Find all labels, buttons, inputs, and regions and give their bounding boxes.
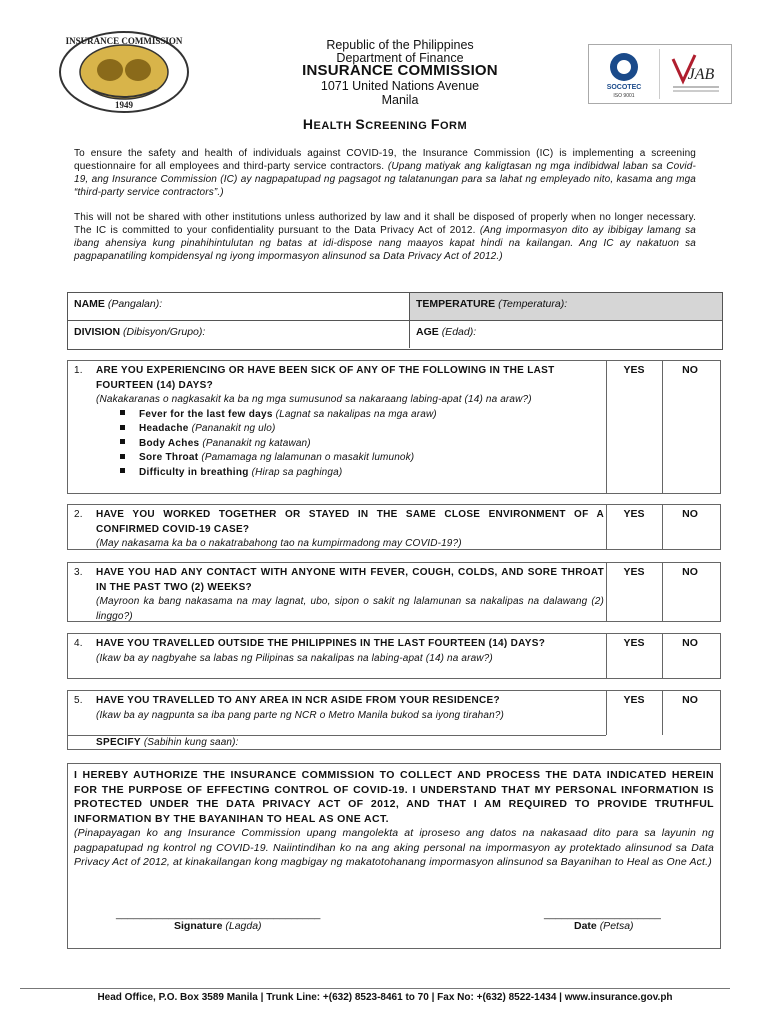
symptom-breathing: Difficulty in breathing (Hirap sa paghinga) <box>74 466 604 481</box>
svg-text:1949: 1949 <box>115 100 133 110</box>
header-agency: INSURANCE COMMISSION <box>302 62 498 79</box>
question-4-no[interactable]: NO <box>682 637 698 649</box>
question-3-text: 3. HAVE YOU HAD ANY CONTACT WITH ANYONE WITH FEVER, COUGH, COLDS, AND SORE THROAT IN THE PAST TWO (2) WEEKS? (Mayroon ka bang nakasama na may lagnat, ubo, sipon o sakit ng lalamunan sa nakalipas na dalawang (2) linggo?) <box>74 567 604 622</box>
name-field[interactable]: NAME (Pangalan): <box>68 293 410 320</box>
header-republic: Republic of the Philippines <box>326 38 474 52</box>
header-department: Department of Finance <box>336 51 464 65</box>
question-4-text: 4. HAVE YOU TRAVELLED OUTSIDE THE PHILIPPINES IN THE LAST FOURTEEN (14) DAYS? (Ikaw ba ay nagbyahe sa labas ng Pilipinas sa nakalipas na labing-apat (14) na araw?) <box>74 638 546 664</box>
form-title: HEALTH SCREENING FORM <box>302 116 468 132</box>
question-1-yes[interactable]: YES <box>623 364 645 376</box>
personal-info-table <box>67 292 723 350</box>
header-address: 1071 United Nations Avenue <box>320 79 480 93</box>
division-field[interactable]: DIVISION (Dibisyon/Grupo): <box>68 321 410 348</box>
question-2 <box>67 504 721 550</box>
authorization-statement <box>67 763 721 949</box>
insurance-commission-seal <box>58 30 190 114</box>
question-3-no[interactable]: NO <box>682 566 698 578</box>
header-city: Manila <box>381 93 419 107</box>
question-5-text: 5. HAVE YOU TRAVELLED TO ANY AREA IN NCR ASIDE FROM YOUR RESIDENCE? (Ikaw ba ay nagpunta sa iba pang parte ng NCR o Metro Manila bukod sa iyong tirahan?) <box>74 695 504 721</box>
date-line[interactable]: ____________________ <box>544 908 661 920</box>
question-3-yes[interactable]: YES <box>623 566 645 578</box>
question-4-yes[interactable]: YES <box>623 637 645 649</box>
footer-contact: Head Office, P.O. Box 3589 Manila | Trunk Line: +(632) 8523-8461 to 70 | Fax No: +(632) 8522-1434 | www.insurance.gov.ph <box>97 992 673 1003</box>
question-5-yes[interactable]: YES <box>623 694 645 706</box>
signature-label: Signature (Lagda) <box>174 920 262 932</box>
question-2-yes[interactable]: YES <box>623 508 645 520</box>
question-4 <box>67 633 721 679</box>
age-field[interactable]: AGE (Edad): <box>416 326 477 338</box>
question-1-no[interactable]: NO <box>682 364 698 376</box>
symptom-sore-throat: Sore Throat (Pamamaga ng lalamunan o masakit lumunok) <box>74 451 604 466</box>
question-1-text: 1. ARE YOU EXPERIENCING OR HAVE BEEN SICK OF ANY OF THE FOLLOWING IN THE LAST FOURTEEN (14) DAYS? (Nakakaranas o nagkasakit ka ba ng mga sumusunod sa nakaraang labing-apat (14) na araw?) Fever for the last few days (Lagnat sa nakalipas na mga araw) Headache (Pananakit ng ulo) Body Aches (Pananakit ng katawan) Sore Throat (Pamamaga ng lalamunan o masakit lumunok) Difficulty in breathing (Hirap sa paghinga) <box>74 364 604 480</box>
symptom-fever: Fever for the last few days (Lagnat sa nakalipas na mga araw) <box>74 408 604 423</box>
question-2-no[interactable]: NO <box>682 508 698 520</box>
symptom-body-aches: Body Aches (Pananakit ng katawan) <box>74 437 604 452</box>
date-label: Date (Petsa) <box>574 920 634 932</box>
svg-text:JAB: JAB <box>687 66 715 83</box>
signature-line[interactable]: ___________________________________ <box>116 908 321 920</box>
symptom-headache: Headache (Pananakit ng ulo) <box>74 422 604 437</box>
svg-text:INSURANCE COMMISSION: INSURANCE COMMISSION <box>65 36 183 46</box>
question-1 <box>67 360 721 494</box>
intro-paragraph-1: To ensure the safety and health of individuals against COVID-19, the Insurance Commission (IC) is implementing a screening questionnaire for all employees and third-party service contractors. (Upang matiyak ang kaligtasan ng mga indibidwal laban sa Covid-19, ang Insurance Commission (IC) ay nagpapatupad ng pagsagot ng talatanungan para sa lahat ng empleyado nito, kasama ang mga “third-party service contractors”.) <box>74 148 696 198</box>
socotec-logo <box>603 49 645 99</box>
svg-text:SOCOTEC: SOCOTEC <box>606 84 642 91</box>
svg-text:ISO 9001: ISO 9001 <box>613 93 635 99</box>
question-5-specify[interactable]: SPECIFY (Sabihin kung saan): <box>96 737 239 748</box>
question-2-text: 2. HAVE YOU WORKED TOGETHER OR STAYED IN THE SAME CLOSE ENVIRONMENT OF A CONFIRMED COVID-19 CASE? (May nakasama ka ba o nakatrabahong tao na kumpirmadong may COVID-19?) <box>74 509 604 549</box>
question-5 <box>67 690 721 750</box>
question-5-no[interactable]: NO <box>682 694 698 706</box>
certification-logos <box>588 44 732 104</box>
footer-divider <box>20 988 730 989</box>
question-3 <box>67 562 721 622</box>
intro-paragraph-2: This will not be shared with other institutions unless authorized by law and it shall be disposed of properly when no longer necessary. The IC is committed to your confidentiality pursuant to the Data Privacy Act of 2012. (Ang impormasyon dito ay ibibigay lamang sa ibang ahensiya kung pinahihintulutan ng batas at idi-dispose nang maayos kapat hindi na kailangan. Ang IC ay nakatuon sa pagpapanatiling kompidensyal ng iyong impormasyon alinsunod sa Data Privacy Act of 2012.) <box>74 212 697 262</box>
authorization-text: I HEREBY AUTHORIZE THE INSURANCE COMMISSION TO COLLECT AND PROCESS THE DATA INDICATED HEREIN FOR THE PURPOSE OF EFFECTING CONTROL OF COVID-19. I UNDERSTAND THAT MY PERSONAL INFORMATION IS PROTECTED UNDER THE DATA PRIVACY ACT OF 2012, AND THAT I AM REQUIRED TO PROVIDE TRUTHFUL INFORMATION BY THE BAYANIHAN TO HEAL AS ONE ACT. (Pinapayagan ko ang Insurance Commission upang mangolekta at iproseso ang datos na nakasaad dito para sa layunin ng pagpapatupad ng kontrol ng COVID-19. Naiintindihan ko na ang aking personal na impormasyon ay protektado alinsunod sa Data Privacy Act of 2012, at kinakailangan kong magbigay ng makatotohanang impormasyon alinsunod sa Bayanihan to Heal as One Act.) <box>74 769 714 868</box>
temperature-field[interactable]: TEMPERATURE (Temperatura): <box>410 293 722 320</box>
jab-logo <box>669 51 723 97</box>
